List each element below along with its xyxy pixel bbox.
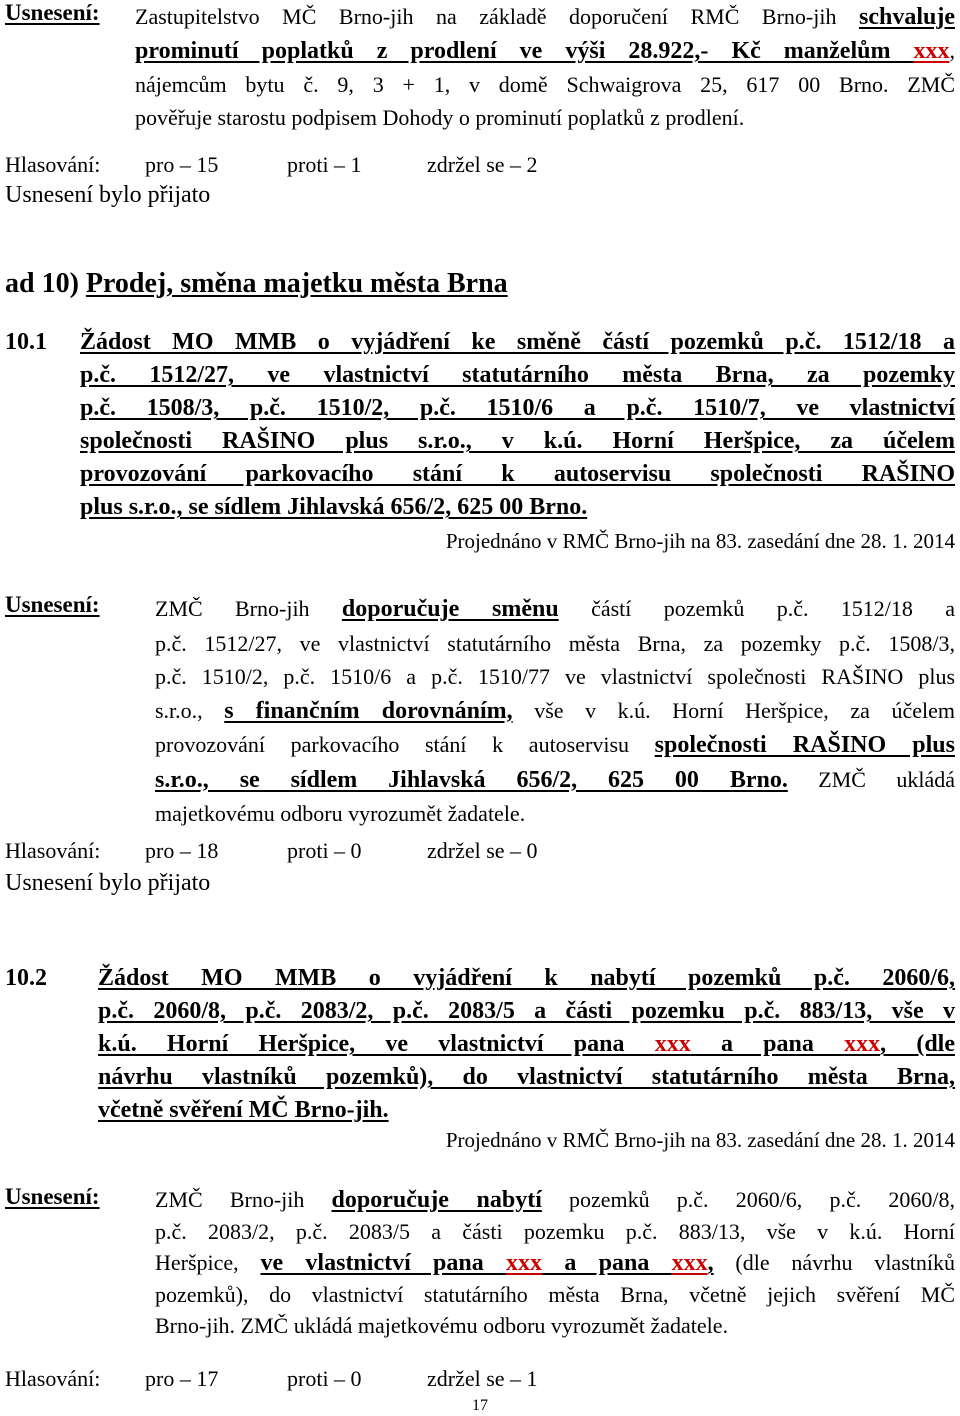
redacted-name: xxx <box>654 1031 691 1057</box>
recommend-keyword: doporučuje směnu <box>341 596 559 622</box>
approve-keyword: schvaluje <box>859 4 955 30</box>
item-title: Žádost MO MMB o vyjádření k nabytí pozemků p.č. 2060/6, p.č. 2060/8, p.č. 2083/2, p.č. 2083/5 a části pozemku p.č. 883/13, vše v k.ú. Horní Heršpice, ve vlastnictví pana xxx a pana xxx, (dle návrhu vlastníků pozemků), do vlastnictví statutárního města Brna, včetně svěření MČ Brno-jih. <box>98 965 955 1123</box>
section-heading: ad 10) Prodej, směna majetku města Brna <box>5 268 508 299</box>
redacted-name: xxx <box>913 38 950 64</box>
resolution-exchange: ZMČ Brno-jih doporučuje směnu částí pozemků p.č. 1512/18 a p.č. 1512/27, ve vlastnictví statutárního města Brna, za pozemky p.č. 1508/3, p.č. 1510/2, p.č. 1510/6 a p.č. 1510/77 ve vlastnictví společnosti RAŠINO plus s.r.o., s finančním dorovnáním, vše v k.ú. Horní Heršpice, za účelem provozování parkovacího stání k autoservisu společnosti RAŠINO plus s.r.o., se sídlem Jihlavská 656/2, 625 00 Brno. ZMČ ukládá majetkovému odboru vyrozumět žadatele. <box>155 596 955 826</box>
item-title: Žádost MO MMB o vyjádření ke směně částí pozemků p.č. 1512/18 a p.č. 1512/27, ve vlastnictví statutárního města Brna, za pozemky p.č. 1508/3, p.č. 1510/2, p.č. 1510/6 a p.č. 1510/7, ve vlastnictví společnosti RAŠINO plus s.r.o., v k.ú. Horní Heršpice, za účelem provozování parkovacího stání k autoservisu společnosti RAŠINO plus s.r.o., se sídlem Jihlavská 656/2, 625 00 Brno. <box>80 329 955 520</box>
resolution-waiver: Zastupitelstvo MČ Brno-jih na základě doporučení RMČ Brno-jih schvaluje prominutí poplatků z prodlení ve výši 28.922,- Kč manželům xxx, nájemcům bytu č. 9, 3 + 1, v domě Schwaigrova 25, 617 00 Brno. ZMČ pověřuje starostu podpisem Dohody o prominutí poplatků z prodlení. <box>135 4 955 130</box>
resolution-label: Usnesení: <box>5 0 100 25</box>
resolution-acquisition: ZMČ Brno-jih doporučuje nabytí pozemků p.č. 2060/6, p.č. 2060/8, p.č. 2083/2, p.č. 2083/5 a části pozemku p.č. 883/13, vše v k.ú. Horní Heršpice, ve vlastnictví pana xxx a pana xxx, (dle návrhu vlastníků pozemků), do vlastnictví statutárního města Brna, včetně jejich svěření MČ Brno-jih. ZMČ ukládá majetkovému odboru vyrozumět žadatele. <box>155 1187 955 1338</box>
redacted-name: xxx <box>506 1250 543 1276</box>
vote-result: Hlasování: pro – 17 proti – 0 zdržel se – 1 <box>5 1366 538 1391</box>
item-number: 10.2 <box>5 965 47 991</box>
discussed-note: Projednáno v RMČ Brno-jih na 83. zasedání dne 28. 1. 2014 <box>445 529 955 553</box>
resolution-accepted: Usnesení bylo přijato <box>5 182 211 208</box>
page-number: 17 <box>472 1397 488 1414</box>
recommend-keyword: doporučuje nabytí <box>331 1187 542 1213</box>
vote-result: Hlasování: pro – 18 proti – 0 zdržel se – 0 <box>5 838 538 863</box>
discussed-note: Projednáno v RMČ Brno-jih na 83. zasedání dne 28. 1. 2014 <box>445 1128 955 1152</box>
redacted-name: xxx <box>671 1250 708 1276</box>
resolution-label: Usnesení: <box>5 592 100 617</box>
vote-result: Hlasování: pro – 15 proti – 1 zdržel se – 2 <box>5 152 538 177</box>
resolution-accepted: Usnesení bylo přijato <box>5 870 211 896</box>
item-number: 10.1 <box>5 329 47 355</box>
redacted-name: xxx <box>844 1031 881 1057</box>
resolution-label: Usnesení: <box>5 1184 100 1209</box>
